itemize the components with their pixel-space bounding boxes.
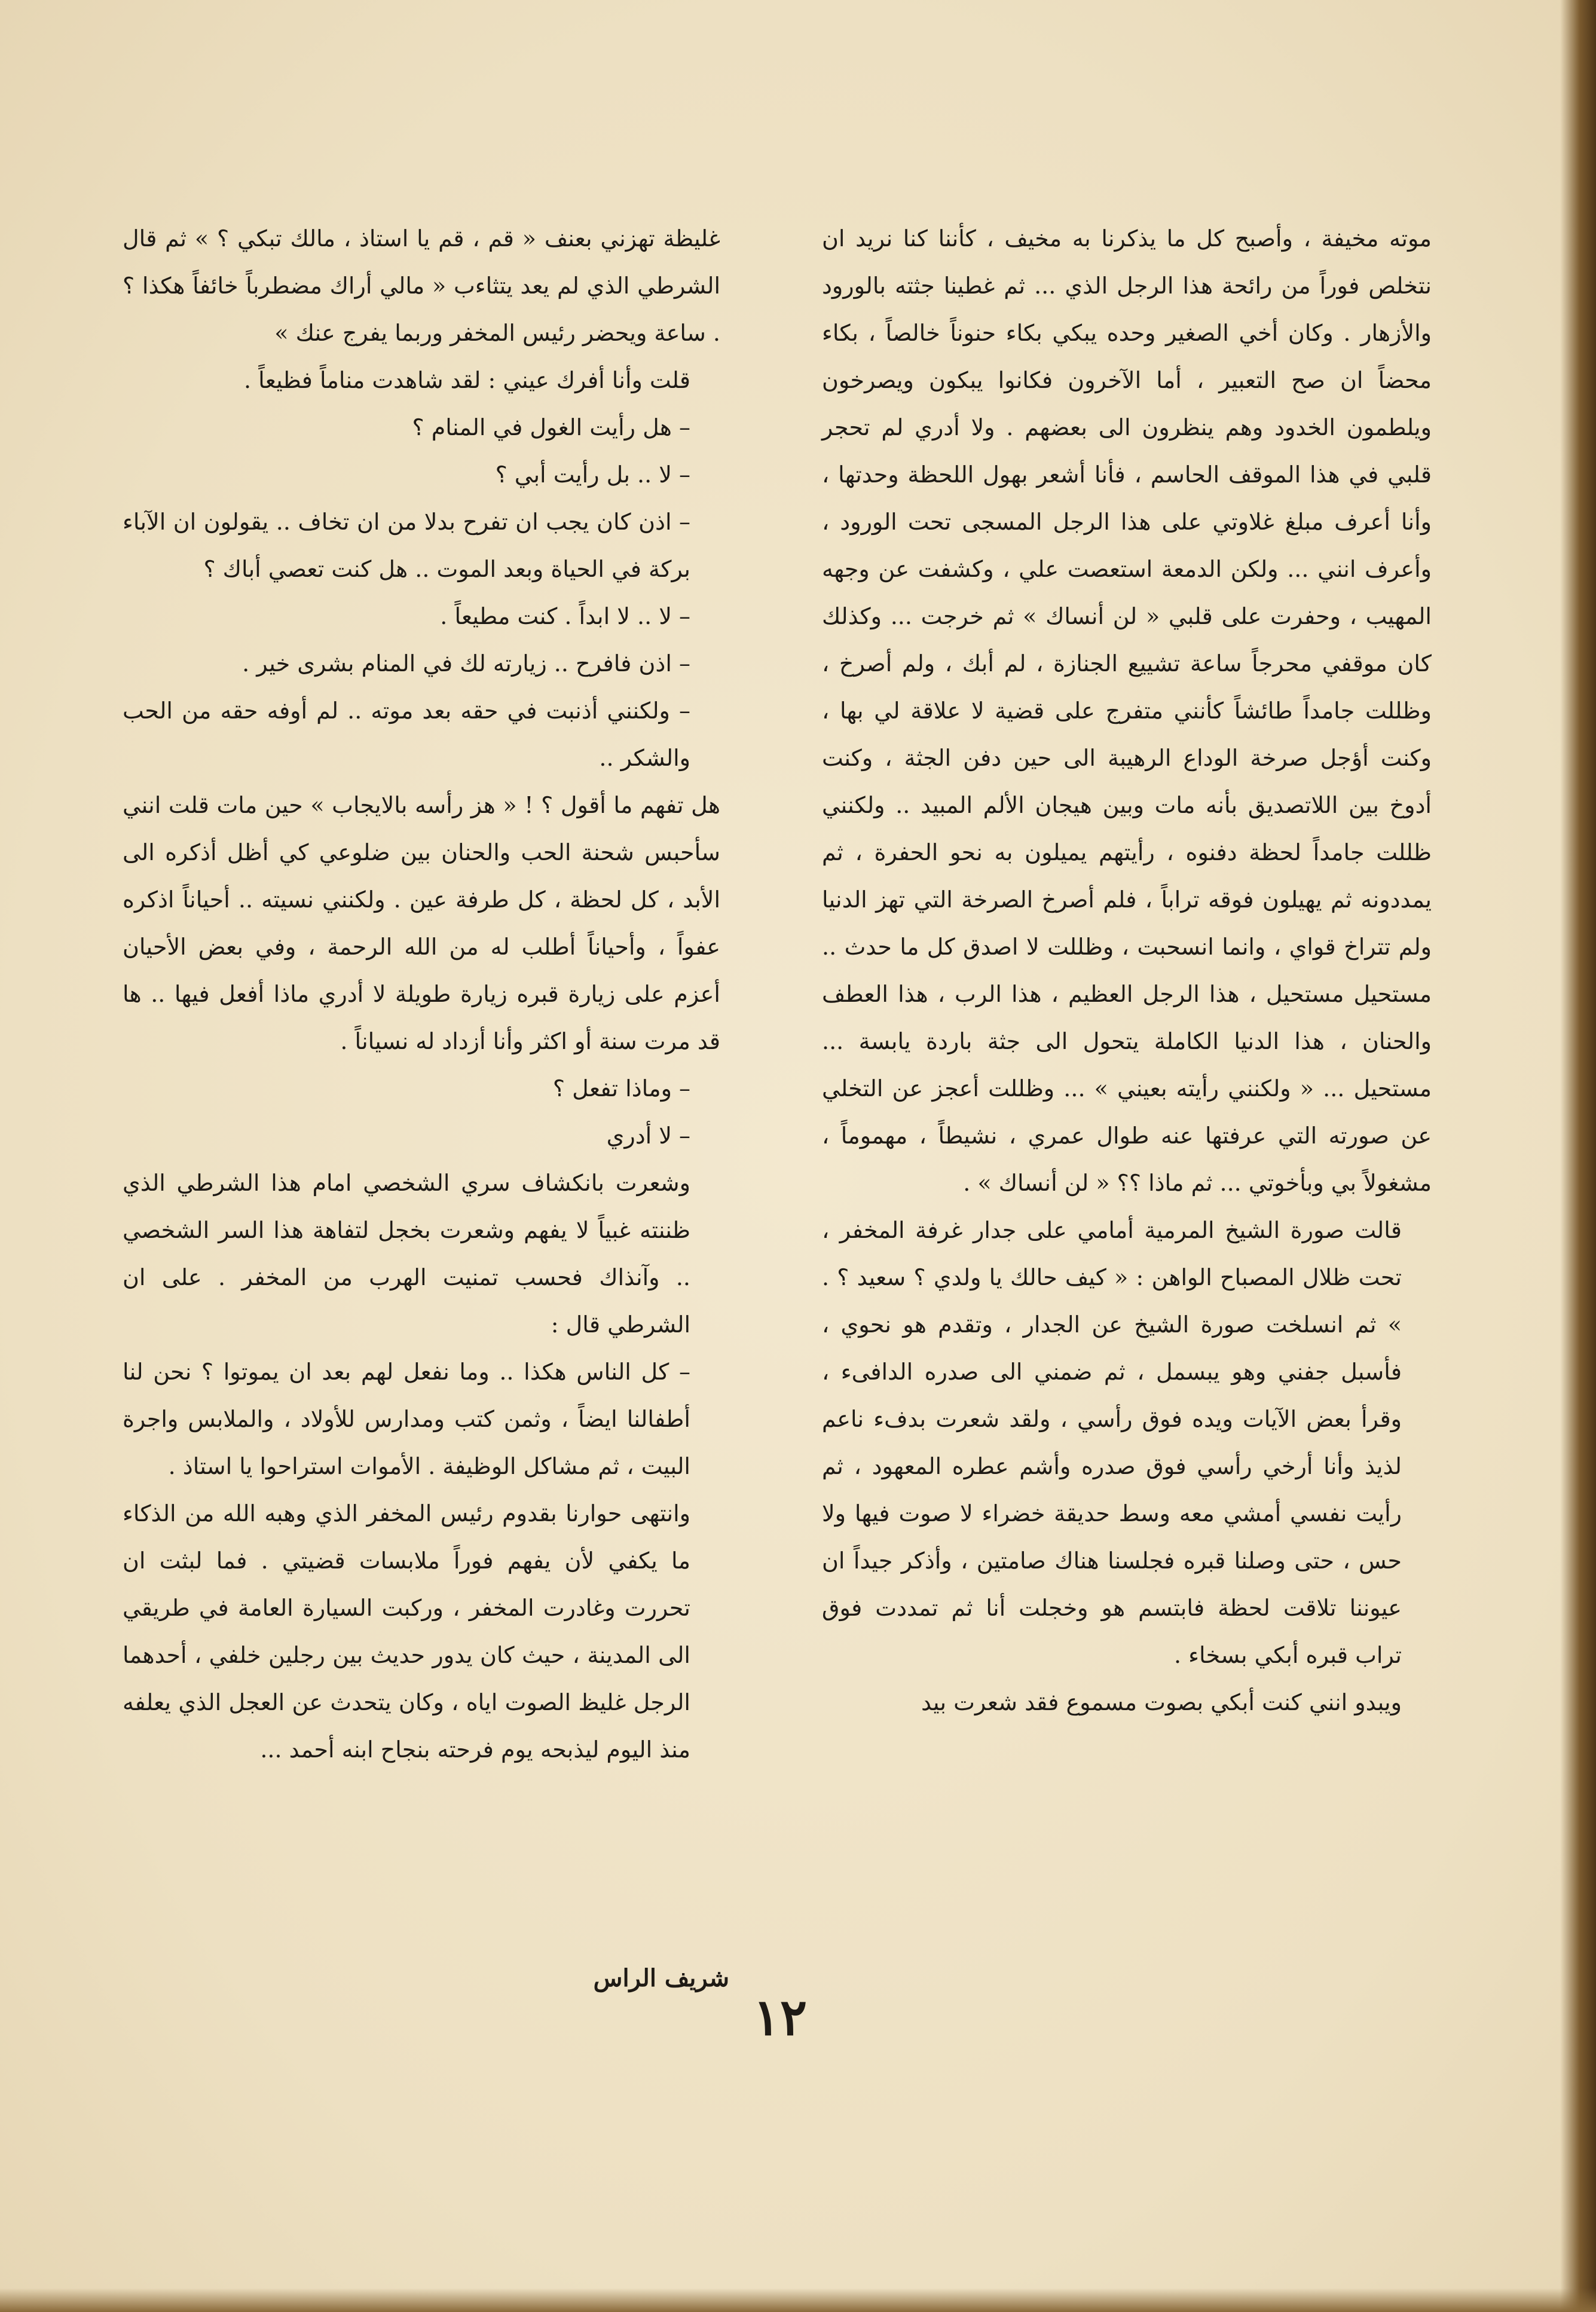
- dialogue-line: – هل رأيت الغول في المنام ؟: [412, 414, 690, 441]
- dialogue-line: – لا .. لا ابداً . كنت مطيعاً .: [440, 603, 690, 629]
- dialogue-line: – وماذا تفعل ؟: [552, 1075, 690, 1102]
- dialogue-line: – اذن فافرح .. زيارته لك في المنام بشرى خير .: [242, 650, 690, 677]
- paragraph: ويبدو انني كنت أبكي بصوت مسموع فقد شعرت بيد: [921, 1689, 1402, 1715]
- page-edge-shadow: [1560, 0, 1596, 2312]
- right-text-column: [822, 215, 1432, 1726]
- dialogue-line: – لا .. بل رأيت أبي ؟: [495, 461, 690, 488]
- dialogue-line: – اذن كان يجب ان تفرح بدلا من ان تخاف .. يقولون ان الآباء بركة في الحياة وبعد الموت .. هل كنت تعصي أباك ؟: [123, 509, 690, 582]
- paragraph: وشعرت بانكشاف سري الشخصي امام هذا الشرطي الذي ظننته غبياً لا يفهم وشعرت بخجل لتفاهة هذا السر الشخصي .. وآنذاك فحسب تمنيت الهرب من المخفر . على ان الشرطي قال :: [123, 1170, 690, 1338]
- page-bottom-shadow: [0, 2288, 1596, 2312]
- paragraph: هل تفهم ما أقول ؟ ! « هز رأسه بالايجاب » حين مات قلت انني سأحبس شحنة الحب والحنان بين ضلوعي كي أظل أذكره الى الأبد ، كل لحظة ، كل طرفة عين . ولكنني نسيته .. أحياناً اذكره عفواً ، وأحياناً أطلب له من الله الرحمة ، وفي بعض الأحيان أعزم على زيارة قبره زيارة طويلة لا أدري ماذا أفعل فيها .. ها قد مرت سنة أو اكثر وأنا أزداد له نسياناً .: [123, 792, 720, 1054]
- page-number: ١٢: [753, 1987, 808, 2047]
- paragraph: وانتهى حوارنا بقدوم رئيس المخفر الذي وهبه الله من الذكاء ما يكفي لأن يفهم فوراً ملابسات قضيتي . فما لبثت ان تحررت وغادرت المخفر ، وركبت السيارة العامة في طريقي الى المدينة ، حيث كان يدور حديث بين رجلين خلفي ، أحدهما الرجل غليظ الصوت اياه ، وكان يتحدث عن العجل الذي يعلفه منذ اليوم ليذبحه يوم فرحته بنجاح ابنه أحمد ...: [123, 1500, 690, 1763]
- paragraph: قالت صورة الشيخ المرمية أمامي على جدار غرفة المخفر ، تحت ظلال المصباح الواهن : « كيف حالك يا ولدي ؟ سعيد ؟ . » ثم انسلخت صورة الشيخ عن الجدار ، وتقدم هو نحوي ، فأسبل جفني وهو يبسمل ، ثم ضمني الى صدره الدافىء ، وقرأ بعض الآيات ويده فوق رأسي ، ولقد شعرت بدفء ناعم لذيذ وأنا أرخي رأسي فوق صدره وأشم عطره المعهود ، ثم رأيت نفسي أمشي معه وسط حديقة خضراء لا صوت فيها ولا حس ، حتى وصلنا قبره فجلسنا هناك صامتين ، وأذكر جيداً ان عيوننا تلاقت لحظة فابتسم هو وخجلت أنا ثم تمددت فوق تراب قبره أبكي بسخاء .: [822, 1217, 1402, 1668]
- left-text-column: [123, 215, 720, 1773]
- author-name: شريف الراس: [593, 1964, 729, 1992]
- dialogue-line: – ولكنني أذنبت في حقه بعد موته .. لم أوفه حقه من الحب والشكر ..: [123, 698, 690, 771]
- author-signature: [132, 1961, 729, 1996]
- paragraph: موته مخيفة ، وأصبح كل ما يذكرنا به مخيف ، كأننا كنا نريد ان نتخلص فوراً من رائحة هذا الرجل الذي ... ثم غطينا جثته بالورود والأزهار . وكان أخي الصغير وحده يبكي بكاء حنوناً خالصاً ، بكاء محضاً ان صح التعبير ، أما الآخرون فكانوا يبكون ويصرخون ويلطمون الخدود وهم ينظرون الى بعضهم . ولا أدري لم تحجر قلبي في هذا الموقف الحاسم ، فأنا أشعر بهول اللحظة وحدتها ، وأنا أعرف مبلغ غلاوتي على هذا الرجل المسجى تحت الورود ، وأعرف انني ... ولكن الدمعة استعصت علي ، وكشفت عن وجهه المهيب ، وحفرت على قلبي « لن أنساك » ثم خرجت ... وكذلك كان موقفي محرجاً ساعة تشييع الجنازة ، لم أبك ، ولم أصرخ ، وظللت جامداً طائشاً كأنني متفرج على قضية لا علاقة لي بها ، وكنت أؤجل صرخة الوداع الرهيبة الى حين دفن الجثة ، وكنت أدوخ بين اللاتصديق بأنه مات وبين هيجان الألم المبيد .. ولكنني ظللت جامداً لحظة دفنوه ، رأيتهم يميلون به نحو الحفرة ، ثم يمددونه ثم يهيلون فوقه تراباً ، فلم أصرخ الصرخة التي تهز الدنيا ولم تتراخ قواي ، وانما انسحبت ، وظللت لا اصدق كل ما حدث .. مستحيل مستحيل ، هذا الرجل العظيم ، هذا الرب ، هذا العطف والحنان ، هذا الدنيا الكاملة يتحول الى جثة باردة يابسة ... مستحيل ... « ولكنني رأيته بعيني » ... وظللت أعجز عن التخلي عن صورته التي عرفتها عنه طوال عمري ، نشيطاً ، مهموماً ، مشغولاً بي وبأخوتي ... ثم ماذا ؟؟ « لن أنساك » .: [822, 225, 1432, 1196]
- paragraph: غليظة تهزني بعنف « قم ، قم يا استاذ ، مالك تبكي ؟ » ثم قال الشرطي الذي لم يعد يتثاءب « مالي أراك مضطرباً خائفاً هكذا ؟ . ساعة ويحضر رئيس المخفر وربما يفرج عنك »: [123, 225, 720, 346]
- dialogue-line: – كل الناس هكذا .. وما نفعل لهم بعد ان يموتوا ؟ نحن لنا أطفالنا ايضاً ، وثمن كتب ومدارس للأولاد ، والملابس واجرة البيت ، ثم مشاكل الوظيفة . الأموات استراحوا يا استاذ .: [123, 1359, 690, 1479]
- paragraph: قلت وأنا أفرك عيني : لقد شاهدت مناماً فظيعاً .: [244, 367, 690, 393]
- dialogue-line: – لا أدري: [606, 1123, 690, 1149]
